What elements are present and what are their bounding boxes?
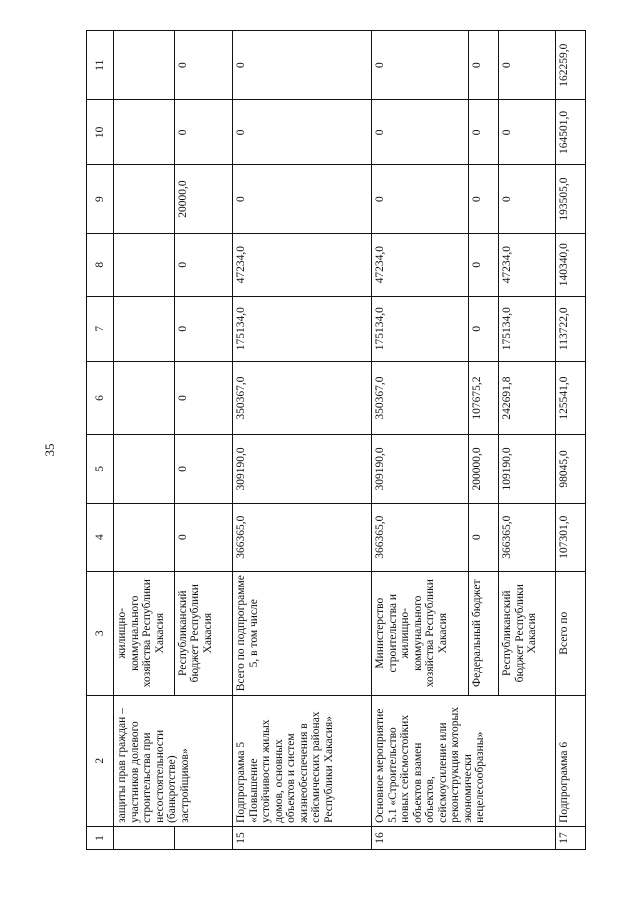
value-cell: 175134,0: [372, 296, 469, 361]
source-cell: Федеральный бюджет: [469, 571, 499, 695]
table-area: [86, 30, 586, 850]
rotated-sheet: [86, 30, 586, 850]
value-cell: 350367,0: [233, 361, 372, 435]
value-cell: [114, 165, 174, 233]
value-cell: 0: [233, 31, 372, 100]
value-cell: 47234,0: [233, 233, 372, 296]
value-cell: 0: [174, 296, 232, 361]
table-row: [233, 31, 372, 850]
value-cell: 47234,0: [372, 233, 469, 296]
value-cell: 0: [469, 233, 499, 296]
header-cell: 10: [87, 100, 114, 165]
value-cell: [114, 503, 174, 571]
header-cell: 2: [87, 695, 114, 826]
value-cell: 0: [174, 361, 232, 435]
value-cell: [114, 233, 174, 296]
header-cell: 4: [87, 503, 114, 571]
table-row: [114, 31, 174, 850]
value-cell: 0: [372, 100, 469, 165]
value-cell: 175134,0: [499, 296, 555, 361]
value-cell: [114, 31, 174, 100]
value-cell: 0: [233, 165, 372, 233]
value-cell: 0: [469, 165, 499, 233]
value-cell: 0: [174, 435, 232, 503]
executor-cell: Всего по подпрограмме 5, в том числе: [233, 571, 372, 695]
header-cell: 8: [87, 233, 114, 296]
value-cell: 309190,0: [233, 435, 372, 503]
value-cell: 162259,0: [555, 31, 585, 100]
value-cell: 107675,2: [469, 361, 499, 435]
value-cell: 193505,0: [555, 165, 585, 233]
value-cell: 0: [372, 31, 469, 100]
source-cell: Республиканский бюджет Республики Хакасия: [174, 571, 232, 695]
header-cell: 1: [87, 826, 114, 849]
value-cell: 309190,0: [372, 435, 469, 503]
value-cell: 0: [233, 100, 372, 165]
value-cell: 0: [499, 100, 555, 165]
value-cell: 140340,0: [555, 233, 585, 296]
value-cell: 107301,0: [555, 503, 585, 571]
value-cell: 47234,0: [499, 233, 555, 296]
value-cell: 0: [174, 31, 232, 100]
value-cell: 0: [469, 100, 499, 165]
table-row: [555, 31, 585, 850]
value-cell: 242691,8: [499, 361, 555, 435]
value-cell: [114, 435, 174, 503]
header-cell: 3: [87, 571, 114, 695]
value-cell: 0: [469, 503, 499, 571]
value-cell: 0: [174, 233, 232, 296]
value-cell: 113722,0: [555, 296, 585, 361]
value-cell: 0: [174, 100, 232, 165]
row-number-cell: 17: [555, 826, 585, 849]
value-cell: 0: [469, 31, 499, 100]
value-cell: 98045,0: [555, 435, 585, 503]
value-cell: 109190,0: [499, 435, 555, 503]
row-number-cell: 15: [233, 826, 372, 849]
value-cell: 0: [499, 31, 555, 100]
executor-cell: Всего по: [555, 571, 585, 695]
value-cell: [114, 100, 174, 165]
value-cell: 366365,0: [499, 503, 555, 571]
value-cell: 350367,0: [372, 361, 469, 435]
header-cell: 11: [87, 31, 114, 100]
executor-cell: Министерство строительства и жилищно-коммунального хозяйства Республики Хакасия: [372, 571, 469, 695]
name-cell: Основное мероприятие 5.1 «Строительство новых сейсмостойких объектов взамен объектов, сейсмоусиление или реконструкция которых экономически нецелесообразны»: [372, 695, 555, 826]
name-cell: Подпрограмма 6: [555, 695, 585, 826]
executor-cell: жилищно-коммунального хозяйства Республики Хакасия: [114, 571, 174, 695]
page-number: 35: [42, 443, 57, 457]
value-cell: 366365,0: [233, 503, 372, 571]
header-cell: 6: [87, 361, 114, 435]
row-number-cell: [114, 826, 174, 849]
value-cell: 366365,0: [372, 503, 469, 571]
header-cell: 7: [87, 296, 114, 361]
value-cell: [114, 296, 174, 361]
name-cell: Подпрограмма 5 «Повышение устойчивости жилых домов, основных объектов и систем жизнеобеспечения в сейсмических районах Республики Хакасия»: [233, 695, 372, 826]
value-cell: 164501,0: [555, 100, 585, 165]
value-cell: 20000,0: [174, 165, 232, 233]
source-cell: Республиканский бюджет Республики Хакасия: [499, 571, 555, 695]
row-number-cell: 16: [372, 826, 555, 849]
value-cell: 175134,0: [233, 296, 372, 361]
header-cell: 9: [87, 165, 114, 233]
value-cell: 0: [469, 296, 499, 361]
table-row: [372, 31, 469, 850]
name-cell: защиты прав граждан – участников долевого строительства при несостоятельности (банкротстве) застройщиков»: [114, 695, 233, 826]
value-cell: 200000,0: [469, 435, 499, 503]
row-number-cell: [174, 826, 232, 849]
value-cell: [114, 361, 174, 435]
budget-table: [86, 30, 586, 850]
value-cell: 0: [499, 165, 555, 233]
value-cell: 0: [372, 165, 469, 233]
value-cell: 125541,0: [555, 361, 585, 435]
value-cell: 0: [174, 503, 232, 571]
header-row: [87, 31, 114, 850]
header-cell: 5: [87, 435, 114, 503]
